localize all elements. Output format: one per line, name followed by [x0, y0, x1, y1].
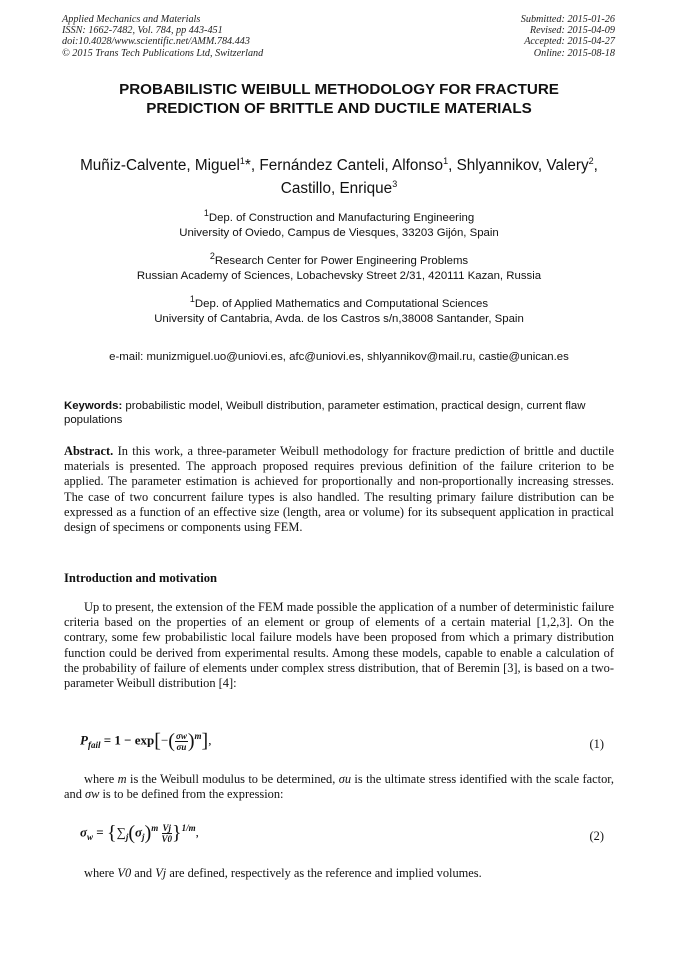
- affiliation: $^1$Dep. of Construction and Manufacturing Engineering University of Oviedo, Campus de Viesques, 33203 Gijón, Spain: [179, 208, 499, 239]
- date-online: Online: 2015-08-18: [533, 47, 615, 59]
- journal-name: Applied Mechanics and Materials: [62, 14, 201, 25]
- author-list: Muñiz-Calvente, Miguel$^1$*, Fernández Canteli, Alfonso$^1$, Shlyannikov, Valery$^2$, Castillo, Enrique$^3$: [80, 156, 598, 198]
- journal-doi: doi:10.4028/www.scientific.net/AMM.784.443: [62, 36, 250, 48]
- equation-2: $\sigma_w = \{\sum_j(\sigma_j)^m$ $\frac{Vj}{V0}$ }$^{1/m}$,: [80, 822, 199, 844]
- date-revised: Revised: 2015-04-09: [529, 25, 615, 37]
- explanation-paragraph: where m is the Weibull modulus to be determined, σu is the ultimate stress identified with the scale factor, and σw is to be defined from the expression:: [64, 772, 614, 802]
- title-line-1: PROBABILISTIC WEIBULL METHODOLOGY FOR FRACTURE: [119, 81, 559, 98]
- intro-paragraph: Up to present, the extension of the FEM made possible the application of a number of deterministic failure criteria based on the properties of an element or group of elements of a certain material [1,2,3]. On the contrary, some few probabilistic local failure models have been proposed from which a primary distribution function could be derived from experimental results. Among these models, capable to enable a calculation of the probability of failure of elements under complex stress distribution, that of Beremin [3], is based on a two-parameter Weibull distribution [4]:: [64, 600, 614, 691]
- journal-info: [62, 14, 263, 59]
- keywords: [64, 399, 614, 427]
- abstract: [64, 444, 614, 535]
- abstract-text: In this work, a three-parameter Weibull methodology for fracture prediction of brittle and ductile materials is presented. The approach proposed requires previous definition of the failure criterion to be applied. The parameter estimation is achieved for proportionally and non-proportionally increasing stresses. The case of two concurrent failure types is also handled. The resulting primary failure distribution can be expressed as a function of an effective size (length, area or volume) for its subsequent application in practical design of specimens or components using FEM.: [64, 444, 614, 535]
- author-emails: e-mail: munizmiguel.uo@uniovi.es, afc@uniovi.es, shlyannikov@mail.ru, castie@unican.es: [109, 351, 569, 363]
- date-submitted: Submitted: 2015-01-26: [520, 14, 615, 25]
- author-name: Shlyannikov, Valery: [456, 157, 589, 175]
- equation-number: (2): [589, 829, 604, 843]
- affiliation: $^1$Dep. of Applied Mathematics and Computational Sciences University of Cantabria, Avda. de los Castros s/n,38008 Santander, Spain: [154, 294, 524, 325]
- equation-1: $P_{fail} = 1 - \exp[-$( $\frac{\sigma w}{\sigma u}$ )$^m$],: [80, 730, 212, 752]
- submission-dates: [521, 14, 615, 59]
- definition-paragraph: where V0 and Vj are defined, respectively as the reference and implied volumes.: [84, 866, 482, 880]
- paper-title: [70, 80, 608, 118]
- abstract-label: Abstract.: [64, 444, 114, 458]
- author-affiliation-mark: 1: [443, 156, 449, 166]
- author-affiliation-mark: 3: [392, 179, 398, 190]
- title-line-2: PREDICTION OF BRITTLE AND DUCTILE MATERIALS: [146, 100, 532, 117]
- date-accepted: Accepted: 2015-04-27: [524, 36, 615, 48]
- section-heading: Introduction and motivation: [64, 571, 218, 585]
- equation-number: (1): [589, 737, 604, 751]
- author-name: Muñiz-Calvente, Miguel: [80, 157, 240, 175]
- author-affiliation-mark: 1: [239, 156, 245, 166]
- author-affiliation-mark: 2: [588, 156, 594, 166]
- keywords-label: Keywords:: [64, 400, 123, 412]
- affiliation: $^2$Research Center for Power Engineering Problems Russian Academy of Sciences, Lobachevsky Street 2/31, 420111 Kazan, Russia: [136, 251, 542, 282]
- author-name: Fernández Canteli, Alfonso: [259, 157, 444, 175]
- author-name: Castillo, Enrique: [280, 180, 393, 198]
- keywords-text: probabilistic model, Weibull distribution, parameter estimation, practical design, current flaw populations: [64, 400, 586, 426]
- journal-issn: ISSN: 1662-7482, Vol. 784, pp 443-451: [62, 25, 223, 37]
- journal-copyright: © 2015 Trans Tech Publications Ltd, Switzerland: [62, 47, 264, 59]
